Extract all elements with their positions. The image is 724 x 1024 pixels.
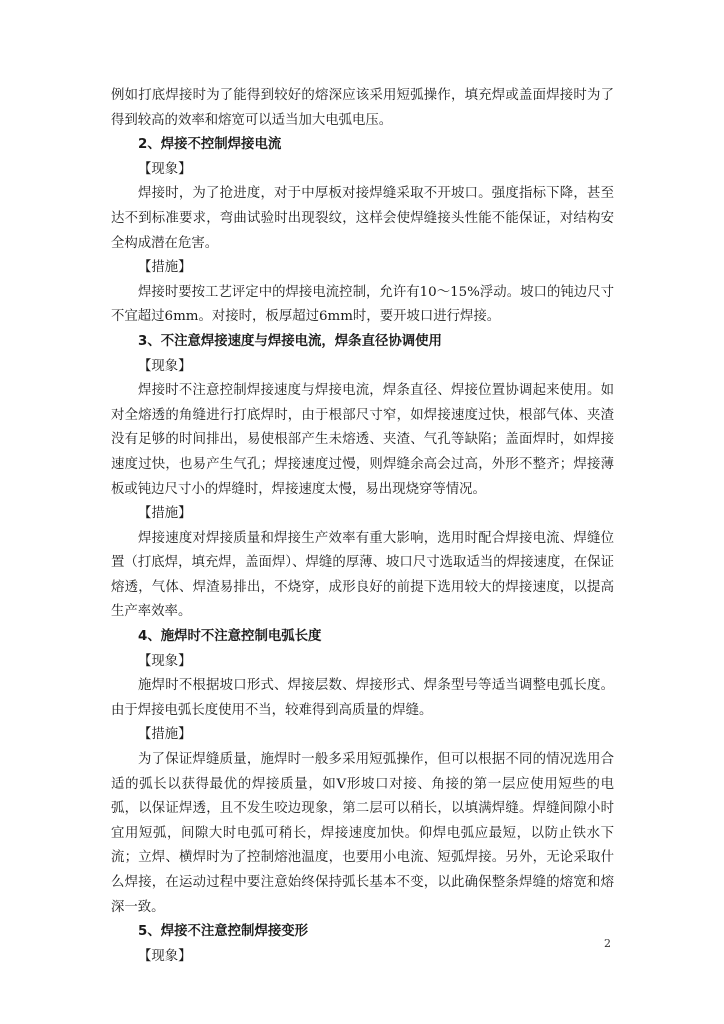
section-3-measures-text: 焊接速度对焊接质量和焊接生产效率有重大影响，选用时配合焊接电流、焊缝位置（打底焊，填充焊，盖面焊）、焊缝的厚薄、坡口尺寸选取适当的焊接速度，在保证熔透，气体、焊渣易排出，不烧穿，成形良好的前提下选用较大的焊接速度，以提高生产率效率。	[111, 530, 614, 620]
section-heading-5: 5、焊接不注意控制焊接变形	[138, 924, 309, 940]
intro-paragraph: 例如打底焊接时为了能得到较好的熔深应该采用短弧操作，填充焊或盖面焊接时为了得到较高的效率和熔宽可以适当加大电弧电压。	[111, 88, 614, 128]
section-4-phenomenon-text: 施焊时不根据坡口形式、焊接层数、焊接形式、焊条型号等适当调整电弧长度。由于焊接电弧长度使用不当，较难得到高质量的焊缝。	[111, 678, 614, 718]
section-4-measures-text: 为了保证焊缝质量，施焊时一般多采用短弧操作，但可以根据不同的情况选用合适的弧长以获得最优的焊接质量，如Ⅴ形坡口对接、角接的第一层应使用短些的电弧，以保证焊透，且不发生咬边现象，第二层可以稍长，以填满焊缝。焊缝间隙小时宜用短弧，间隙大时电弧可稍长，焊接速度加快。仰焊电弧应最短，以防止铁水下流；立焊、横焊时为了控制熔池温度，也要用小电流、短弧焊接。另外，无论采取什么焊接，在运动过程中要注意始终保持弧长基本不变，以此确保整条焊缝的熔宽和熔深一致。	[111, 752, 614, 915]
section-heading-4: 4、施焊时不注意控制电弧长度	[138, 629, 322, 645]
section-heading-3: 3、不注意焊接速度与焊接电流，焊条直径协调使用	[138, 333, 442, 349]
phenomenon-label: 【现象】	[138, 653, 192, 669]
page-number: 2	[604, 937, 611, 950]
phenomenon-label: 【现象】	[138, 161, 192, 177]
section-3-phenomenon-text: 焊接时不注意控制焊接速度与焊接电流，焊条直径、焊接位置协调起来使用。如对全熔透的角缝进行打底焊时，由于根部尺寸窄，如焊接速度过快，根部气体、夹渣没有足够的时间排出，易使根部产生未熔透、夹渣、气孔等缺陷；盖面焊时，如焊接速度过快，也易产生气孔；焊接速度过慢，则焊缝余高会过高，外形不整齐；焊接薄板或钝边尺寸小的焊缝时，焊接速度太慢，易出现烧穿等情况。	[111, 383, 614, 497]
measures-label: 【措施】	[138, 727, 192, 743]
section-2-measures-text: 焊接时要按工艺评定中的焊接电流控制，允许有10～15%浮动。坡口的钝边尺寸不宜超过6mm。对接时，板厚超过6mm时，要开坡口进行焊接。	[111, 284, 614, 325]
measures-label: 【措施】	[138, 506, 192, 522]
phenomenon-label: 【现象】	[138, 948, 192, 964]
phenomenon-label: 【现象】	[138, 358, 192, 374]
section-heading-2: 2、焊接不控制焊接电流	[138, 137, 282, 153]
measures-label: 【措施】	[138, 260, 192, 276]
section-2-phenomenon-text: 焊接时，为了抢进度，对于中厚板对接焊缝采取不开坡口。强度指标下降，甚至达不到标准要求，弯曲试验时出现裂纹，这样会使焊缝接头性能不能保证，对结构安全构成潜在危害。	[111, 186, 614, 251]
page-content	[111, 84, 614, 969]
